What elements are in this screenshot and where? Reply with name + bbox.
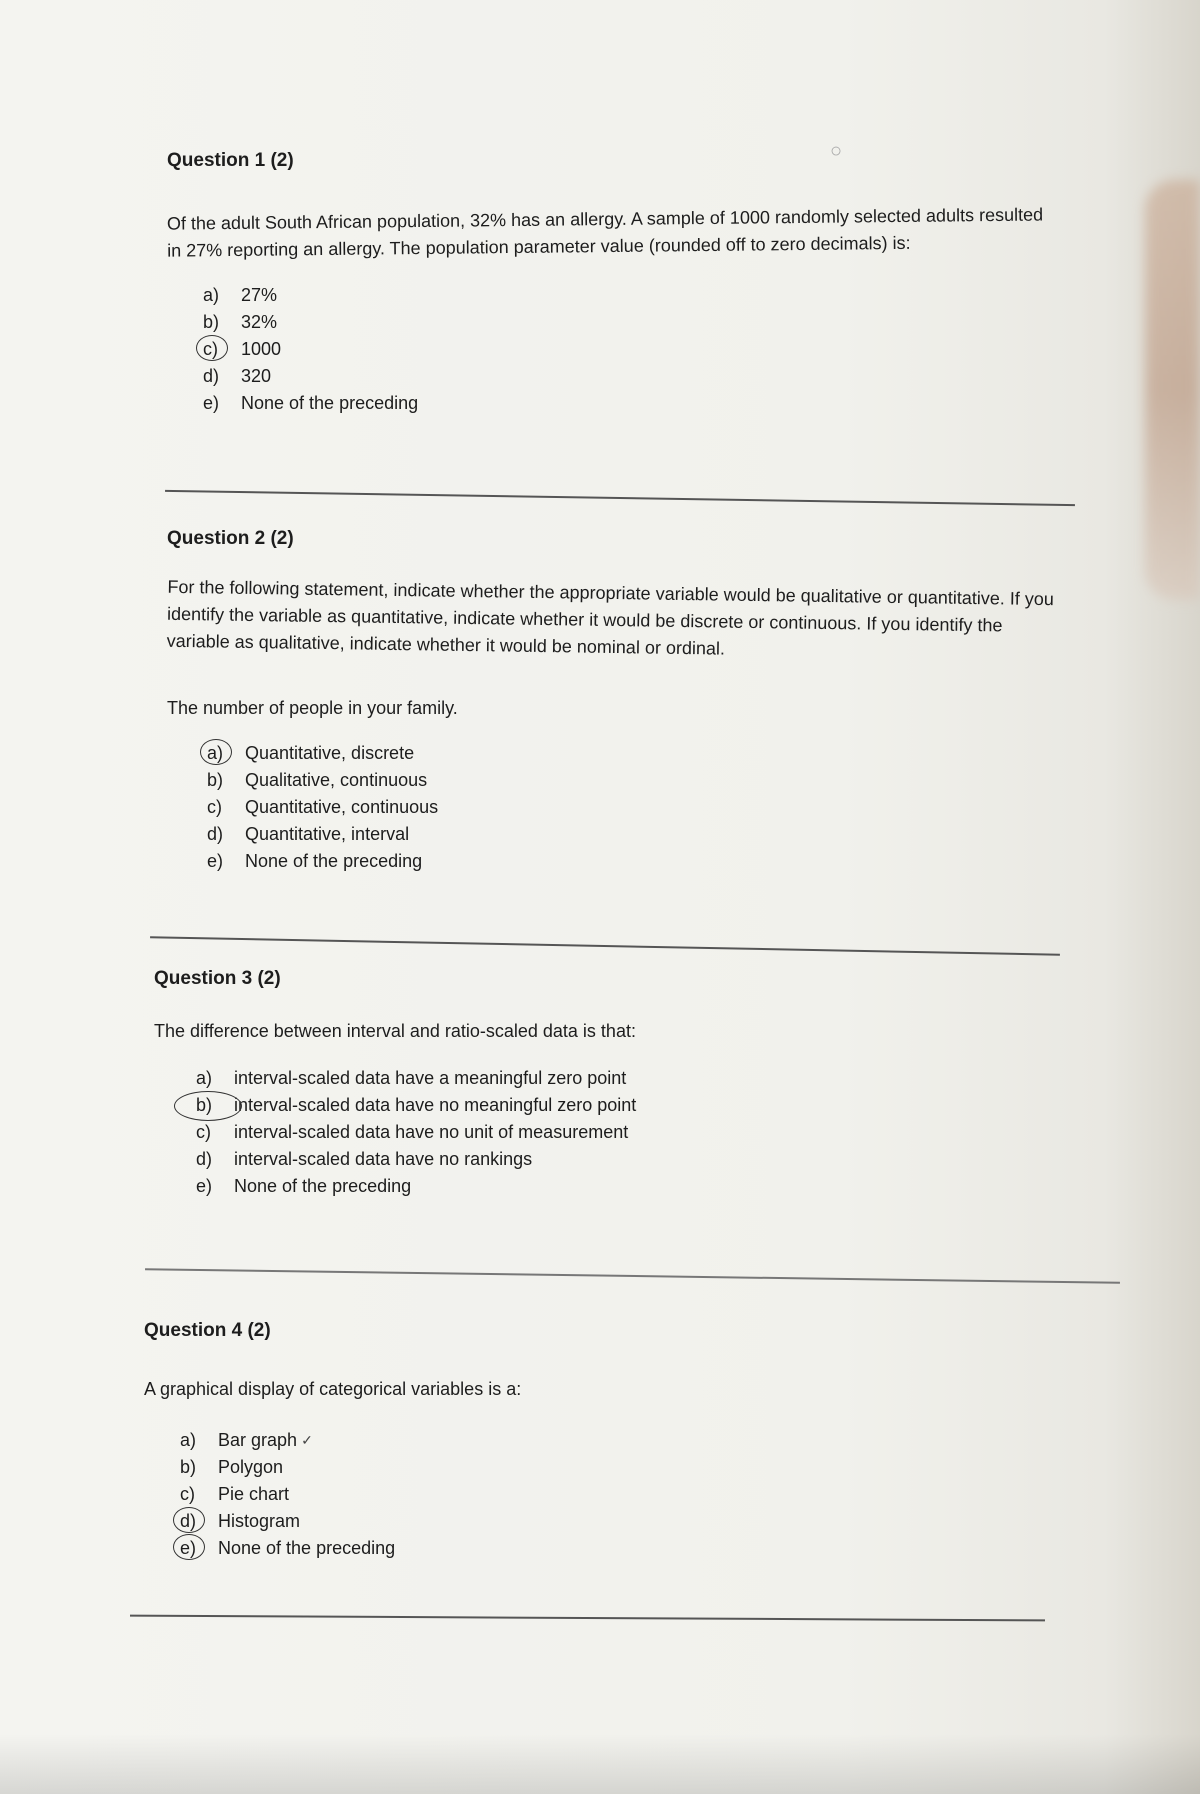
option-letter: b) — [207, 770, 224, 790]
option-text: 32% — [241, 312, 278, 332]
divider-1 — [165, 490, 1075, 506]
question-2-prompt: The number of people in your family. — [167, 698, 458, 718]
option-text: Polygon — [218, 1457, 284, 1477]
option-b[interactable] — [203, 309, 1057, 336]
option-text: interval-scaled data have no unit of measurement — [234, 1122, 629, 1142]
option-text: Bar graph — [218, 1430, 298, 1450]
question-4-text: A graphical display of categorical variables is a: — [144, 1379, 522, 1399]
question-1-text: Of the adult South African population, 32% has an allergy. A sample of 1000 randomly selected adults resulted in 27% reporting an allergy. The population parameter value (rounded off to zero decimals) is: — [166, 204, 1044, 261]
option-letter-circled: d) — [180, 1511, 218, 1532]
option-text: Qualitative, continuous — [245, 770, 428, 790]
option-text: 27% — [241, 285, 278, 305]
option-d[interactable] — [203, 363, 1057, 390]
page-edge-shadow — [1145, 180, 1200, 600]
option-text: Histogram — [218, 1511, 301, 1531]
question-4-title: Question 4 (2) — [144, 1320, 271, 1341]
question-3-text: The difference between interval and ratio-scaled data is that: — [154, 1021, 636, 1041]
option-b[interactable] — [196, 1092, 1054, 1119]
question-1-title: Question 1 (2) — [167, 150, 294, 171]
option-text: interval-scaled data have no meaningful zero point — [234, 1095, 637, 1115]
option-e[interactable] — [207, 848, 1057, 875]
option-text: None of the preceding — [241, 393, 419, 413]
divider-2 — [150, 936, 1060, 955]
question-4-options — [180, 1427, 1044, 1562]
option-a[interactable] — [207, 740, 1057, 767]
option-letter: b) — [180, 1457, 197, 1477]
option-letter: a) — [203, 285, 220, 305]
question-3 — [154, 968, 1054, 1200]
option-letter-circled: e) — [180, 1538, 218, 1559]
option-text: Quantitative, continuous — [245, 797, 439, 817]
option-c[interactable] — [180, 1481, 1044, 1508]
option-text: None of the preceding — [234, 1176, 412, 1196]
option-d[interactable] — [207, 821, 1057, 848]
divider-4 — [130, 1615, 1045, 1621]
option-letter: a) — [180, 1430, 197, 1450]
option-e[interactable] — [180, 1535, 1044, 1562]
option-b[interactable] — [180, 1454, 1044, 1481]
option-a[interactable] — [203, 282, 1057, 309]
option-letter: c) — [180, 1484, 195, 1504]
question-1 — [167, 150, 1057, 417]
option-letter: e) — [203, 393, 220, 413]
option-d[interactable] — [196, 1146, 1054, 1173]
option-letter: d) — [207, 824, 224, 844]
option-text: interval-scaled data have a meaningful zero point — [234, 1068, 627, 1088]
option-c[interactable] — [203, 336, 1057, 363]
option-text: None of the preceding — [218, 1538, 396, 1558]
option-letter: c) — [196, 1122, 211, 1142]
option-text: Quantitative, discrete — [245, 743, 415, 763]
question-2-title: Question 2 (2) — [167, 528, 294, 549]
option-text: 320 — [241, 366, 272, 386]
bottom-shadow — [0, 1734, 1200, 1794]
option-letter: b) — [203, 312, 220, 332]
question-4 — [144, 1320, 1044, 1562]
question-2-options — [207, 740, 1057, 875]
option-e[interactable] — [203, 390, 1057, 417]
option-letter: c) — [207, 797, 222, 817]
option-letter-circled: a) — [207, 743, 245, 764]
pencil-mark-icon: ○ — [830, 140, 843, 162]
option-text: 1000 — [241, 339, 282, 359]
question-3-options — [196, 1065, 1054, 1200]
option-a[interactable] — [196, 1065, 1054, 1092]
option-letter: d) — [203, 366, 220, 386]
option-e[interactable] — [196, 1173, 1054, 1200]
option-letter: d) — [196, 1149, 213, 1169]
question-1-options — [203, 282, 1057, 417]
option-text: None of the preceding — [245, 851, 423, 871]
option-letter: e) — [196, 1176, 213, 1196]
question-2-text: For the following statement, indicate whether the appropriate variable would be qualitative or quantitative. If you identify the variable as quantitative, indicate whether it would be discrete or continuous. If you identify the variable as qualitative, indicate whether it would be nominal or ordinal. — [166, 576, 1055, 659]
option-a[interactable] — [180, 1427, 1044, 1454]
question-3-title: Question 3 (2) — [154, 968, 281, 989]
option-text: Quantitative, interval — [245, 824, 410, 844]
option-text: interval-scaled data have no rankings — [234, 1149, 533, 1169]
check-mark-icon: ✓ — [301, 1432, 313, 1448]
option-c[interactable] — [196, 1119, 1054, 1146]
option-c[interactable] — [207, 794, 1057, 821]
question-2 — [167, 528, 1057, 875]
option-letter-circled: b) — [196, 1095, 234, 1116]
divider-3 — [145, 1268, 1120, 1283]
option-d[interactable] — [180, 1508, 1044, 1535]
option-letter: e) — [207, 851, 224, 871]
option-text: Pie chart — [218, 1484, 290, 1504]
option-b[interactable] — [207, 767, 1057, 794]
option-letter-circled: c) — [203, 339, 241, 360]
option-letter: a) — [196, 1068, 213, 1088]
